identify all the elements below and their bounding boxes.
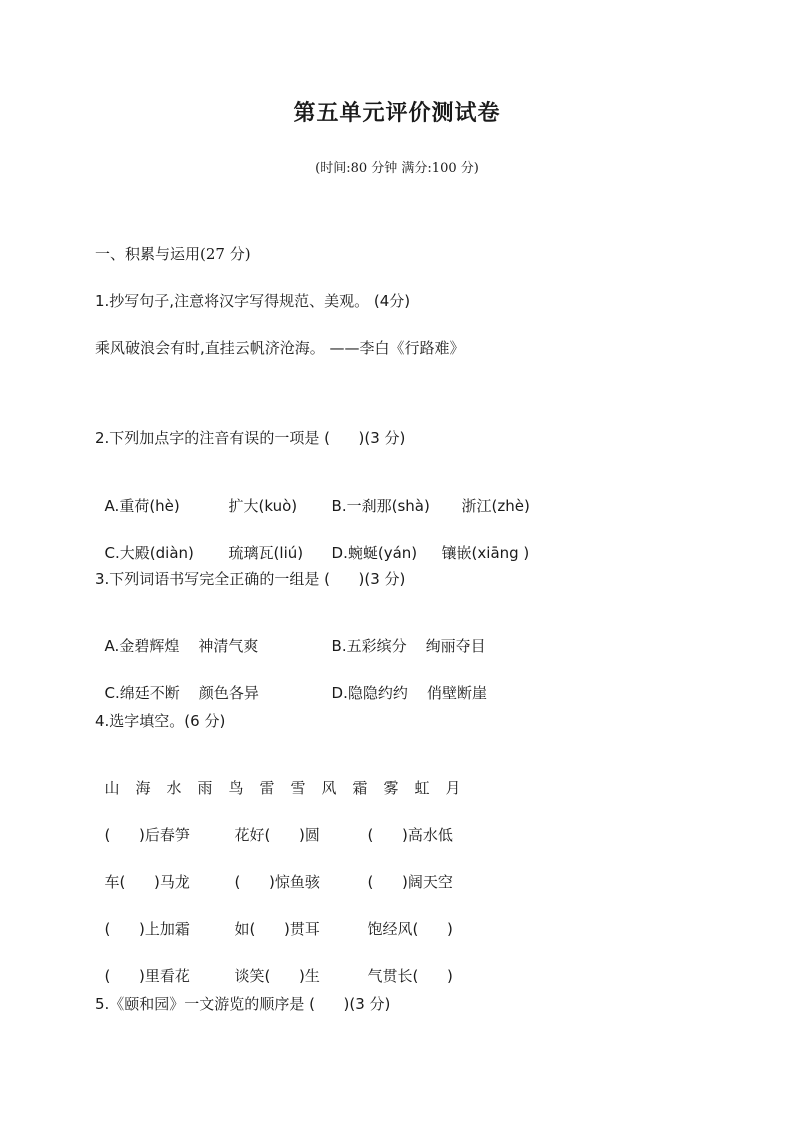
question-5-stem: 5.《颐和园》一文游览的顺序是 ( )(3 分): [95, 995, 391, 1013]
idiom-blank: ( )高水低: [367, 826, 453, 844]
option-c: C.大殿(diàn): [104, 544, 194, 562]
option-d-second: 镶嵌(xiāng ): [441, 544, 530, 562]
question-1-sentence: 乘风破浪会有时,直挂云帆济沧海。 ——李白《行路难》: [95, 339, 465, 357]
char-item: 山: [104, 779, 120, 797]
question-2-options-cd: [95, 523, 529, 563]
question-3-options-cd: [95, 663, 487, 703]
char-item: 海: [135, 779, 151, 797]
question-3-options-ab: [95, 616, 486, 656]
idiom-blank: 气贯长( ): [367, 967, 453, 985]
option-a: A.金碧辉煌 神清气爽: [104, 637, 259, 655]
char-item: 雪: [290, 779, 306, 797]
option-a: A.重荷(hè): [104, 497, 180, 515]
char-item: 霜: [352, 779, 368, 797]
option-c-second: 琉璃瓦(liú): [228, 544, 304, 562]
idiom-blank: 饱经风( ): [367, 920, 453, 938]
question-1-stem: 1.抄写句子,注意将汉字写得规范、美观。 (4分): [95, 292, 411, 310]
option-b: B.五彩缤分 绚丽夺目: [331, 637, 486, 655]
char-item: 雷: [259, 779, 275, 797]
option-a-second: 扩大(kuò): [228, 497, 298, 515]
idiom-blank: ( )上加霜: [104, 920, 190, 938]
char-item: 鸟: [228, 779, 244, 797]
option-c: C.绵廷不断 颜色各异: [104, 684, 259, 702]
idiom-blank: 车( )马龙: [104, 873, 190, 891]
char-item: 虹: [414, 779, 430, 797]
option-b: B.一刹那(shà): [331, 497, 430, 515]
option-d: D.隐隐约约 俏壁断崖: [331, 684, 487, 702]
idiom-blank: ( )后春笋: [104, 826, 190, 844]
char-item: 雨: [197, 779, 213, 797]
page-title: 第五单元评价测试卷: [293, 100, 501, 126]
question-2-stem: 2.下列加点字的注音有误的一项是 ( )(3 分): [95, 429, 406, 447]
idiom-blank: ( )里看花: [104, 967, 190, 985]
idiom-row: [95, 946, 453, 986]
idiom-row: [95, 852, 453, 892]
idiom-blank: 如( )贯耳: [234, 920, 320, 938]
exam-info: (时间:80 分钟 满分:100 分): [315, 161, 479, 176]
idiom-blank: 谈笑( )生: [234, 967, 320, 985]
char-item: 雾: [383, 779, 399, 797]
char-item: 水: [166, 779, 182, 797]
question-2-options-ab: [95, 476, 530, 516]
option-d: D.蜿蜒(yán): [331, 544, 418, 562]
idiom-row: [95, 805, 453, 845]
question-4-stem: 4.选字填空。(6 分): [95, 712, 226, 730]
idiom-blank: ( )阔天空: [367, 873, 453, 891]
question-4-char-bank: [95, 758, 477, 798]
idiom-blank: 花好( )圆: [234, 826, 320, 844]
section-heading: 一、积累与运用(27 分): [95, 245, 251, 263]
option-b-second: 浙江(zhè): [461, 497, 530, 515]
question-3-stem: 3.下列词语书写完全正确的一组是 ( )(3 分): [95, 570, 406, 588]
idiom-row: [95, 899, 453, 939]
char-item: 月: [445, 779, 461, 797]
idiom-blank: ( )惊鱼骇: [234, 873, 320, 891]
char-item: 风: [321, 779, 337, 797]
